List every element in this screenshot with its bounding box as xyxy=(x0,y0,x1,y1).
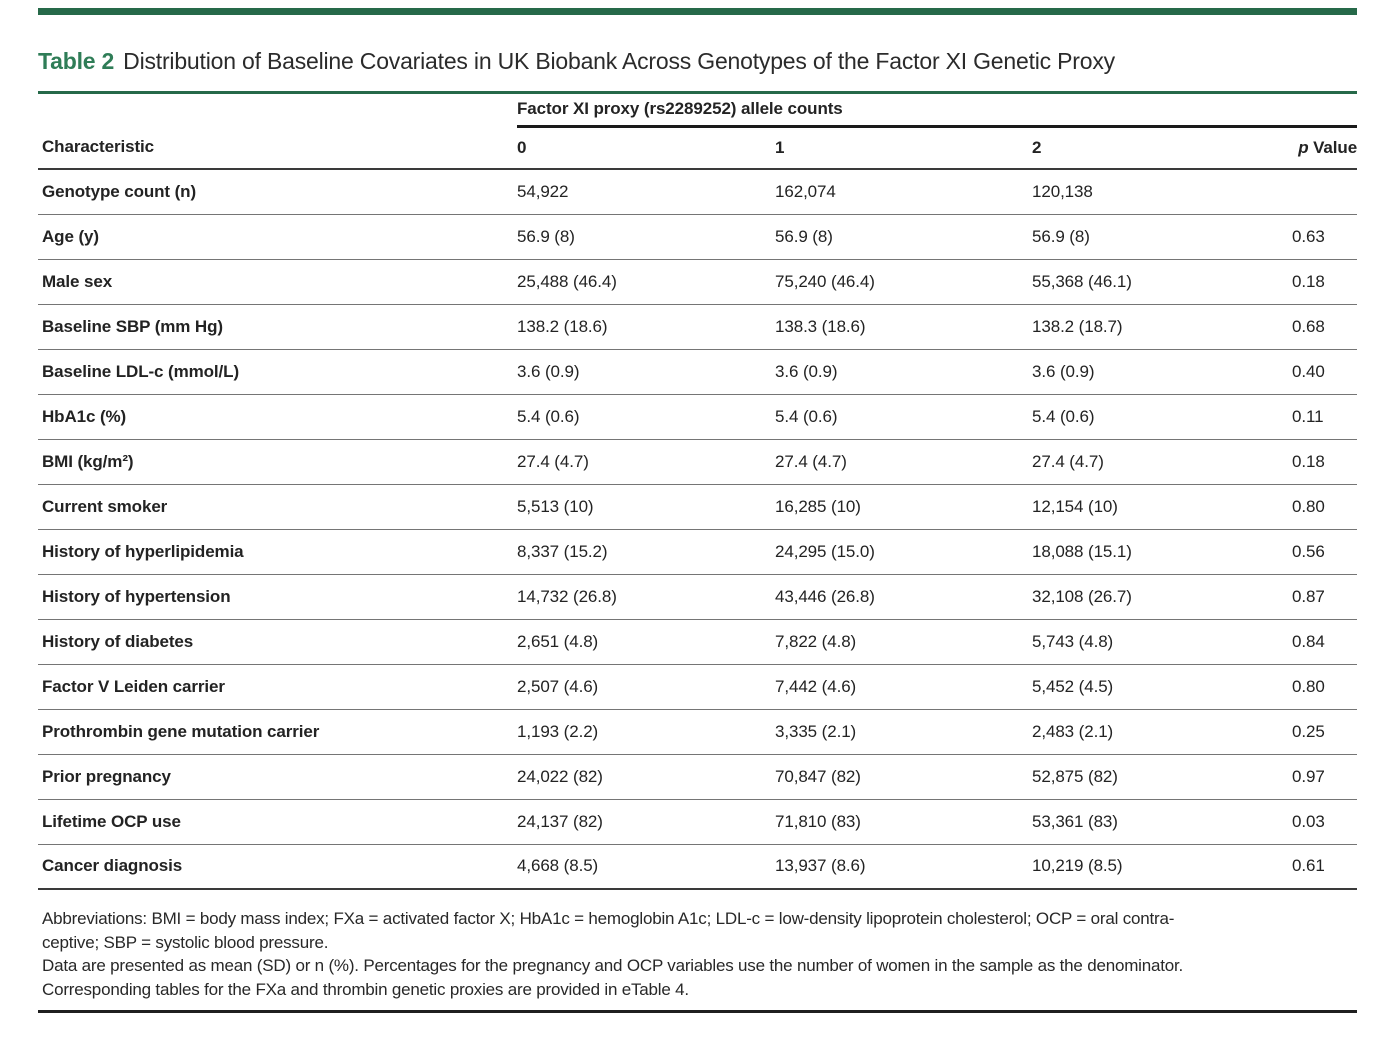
row-label: Prothrombin gene mutation carrier xyxy=(38,709,517,754)
cell-allele-0: 5.4 (0.6) xyxy=(517,394,775,439)
cell-allele-1: 7,442 (4.6) xyxy=(775,664,1032,709)
cell-allele-1: 162,074 xyxy=(775,169,1032,214)
table-title xyxy=(38,47,1357,76)
cell-allele-0: 24,137 (82) xyxy=(517,799,775,844)
cell-allele-1: 3,335 (2.1) xyxy=(775,709,1032,754)
row-label: History of hyperlipidemia xyxy=(38,529,517,574)
cell-allele-2: 52,875 (82) xyxy=(1032,754,1292,799)
cell-allele-2: 5,452 (4.5) xyxy=(1032,664,1292,709)
cell-p-value: 0.68 xyxy=(1292,304,1357,349)
cell-allele-2: 2,483 (2.1) xyxy=(1032,709,1292,754)
cell-allele-1: 5.4 (0.6) xyxy=(775,394,1032,439)
footnote-line: Data are presented as mean (SD) or n (%). Percentages for the pregnancy and OCP variables use the number of women in the sample as the denominator. xyxy=(42,956,1184,975)
cell-p-value xyxy=(1292,169,1357,214)
table-row xyxy=(38,529,1357,574)
table-body xyxy=(38,169,1357,889)
table-row xyxy=(38,349,1357,394)
cell-allele-0: 24,022 (82) xyxy=(517,754,775,799)
cell-p-value: 0.11 xyxy=(1292,394,1357,439)
cell-allele-2: 53,361 (83) xyxy=(1032,799,1292,844)
table-row xyxy=(38,169,1357,214)
column-group-row xyxy=(38,94,1357,126)
cell-allele-0: 3.6 (0.9) xyxy=(517,349,775,394)
cell-allele-2: 5.4 (0.6) xyxy=(1032,394,1292,439)
p-italic: p xyxy=(1298,137,1309,157)
cell-allele-2: 12,154 (10) xyxy=(1032,484,1292,529)
cell-allele-2: 56.9 (8) xyxy=(1032,214,1292,259)
cell-p-value: 0.63 xyxy=(1292,214,1357,259)
cell-p-value: 0.84 xyxy=(1292,619,1357,664)
column-header-row xyxy=(38,126,1357,169)
cell-allele-1: 13,937 (8.6) xyxy=(775,844,1032,889)
table-row xyxy=(38,799,1357,844)
row-label: Male sex xyxy=(38,259,517,304)
row-label: Current smoker xyxy=(38,484,517,529)
column-header-allele-2: 2 xyxy=(1032,126,1292,169)
cell-allele-1: 70,847 (82) xyxy=(775,754,1032,799)
cell-p-value: 0.56 xyxy=(1292,529,1357,574)
row-label: BMI (kg/m²) xyxy=(38,439,517,484)
column-header-p-value xyxy=(1292,126,1357,169)
column-header-characteristic: Characteristic xyxy=(38,126,517,169)
row-label: Age (y) xyxy=(38,214,517,259)
cell-p-value: 0.18 xyxy=(1292,259,1357,304)
cell-p-value: 0.61 xyxy=(1292,844,1357,889)
footnotes xyxy=(38,907,1357,1001)
row-label: Genotype count (n) xyxy=(38,169,517,214)
column-header-allele-0: 0 xyxy=(517,126,775,169)
cell-allele-1: 71,810 (83) xyxy=(775,799,1032,844)
cell-allele-0: 14,732 (26.8) xyxy=(517,574,775,619)
p-rest: Value xyxy=(1313,137,1358,157)
cell-allele-2: 3.6 (0.9) xyxy=(1032,349,1292,394)
table-row xyxy=(38,439,1357,484)
cell-allele-2: 5,743 (4.8) xyxy=(1032,619,1292,664)
table-caption: Distribution of Baseline Covariates in UK Biobank Across Genotypes of the Factor XI Genetic Proxy xyxy=(123,48,1115,74)
cell-allele-0: 8,337 (15.2) xyxy=(517,529,775,574)
table-row xyxy=(38,844,1357,889)
cell-allele-2: 27.4 (4.7) xyxy=(1032,439,1292,484)
cell-allele-0: 54,922 xyxy=(517,169,775,214)
row-label: History of hypertension xyxy=(38,574,517,619)
footnote-line: Abbreviations: BMI = body mass index; FXa = activated factor X; HbA1c = hemoglobin A1c; LDL-c = low-density lipoprotein cholesterol; OCP = oral contra- xyxy=(42,909,1175,928)
cell-allele-0: 1,193 (2.2) xyxy=(517,709,775,754)
cell-allele-2: 18,088 (15.1) xyxy=(1032,529,1292,574)
cell-allele-1: 56.9 (8) xyxy=(775,214,1032,259)
table-row xyxy=(38,259,1357,304)
cell-p-value: 0.03 xyxy=(1292,799,1357,844)
table-number: Table 2 xyxy=(38,48,115,74)
row-label: Lifetime OCP use xyxy=(38,799,517,844)
column-group-header: Factor XI proxy (rs2289252) allele counts xyxy=(517,94,1357,126)
cell-allele-0: 27.4 (4.7) xyxy=(517,439,775,484)
cell-allele-1: 27.4 (4.7) xyxy=(775,439,1032,484)
cell-allele-2: 120,138 xyxy=(1032,169,1292,214)
table-row xyxy=(38,214,1357,259)
row-label: Factor V Leiden carrier xyxy=(38,664,517,709)
row-label: Cancer diagnosis xyxy=(38,844,517,889)
column-header-allele-1: 1 xyxy=(775,126,1032,169)
table-row xyxy=(38,664,1357,709)
cell-allele-1: 24,295 (15.0) xyxy=(775,529,1032,574)
table-row xyxy=(38,484,1357,529)
top-accent-bar xyxy=(38,8,1357,15)
row-label: Baseline SBP (mm Hg) xyxy=(38,304,517,349)
cell-p-value: 0.97 xyxy=(1292,754,1357,799)
table-row xyxy=(38,574,1357,619)
table-row xyxy=(38,709,1357,754)
cell-allele-1: 43,446 (26.8) xyxy=(775,574,1032,619)
cell-allele-0: 138.2 (18.6) xyxy=(517,304,775,349)
cell-allele-2: 138.2 (18.7) xyxy=(1032,304,1292,349)
cell-allele-1: 16,285 (10) xyxy=(775,484,1032,529)
row-label: Baseline LDL-c (mmol/L) xyxy=(38,349,517,394)
cell-allele-1: 3.6 (0.9) xyxy=(775,349,1032,394)
cell-allele-0: 25,488 (46.4) xyxy=(517,259,775,304)
table-row xyxy=(38,619,1357,664)
row-label: HbA1c (%) xyxy=(38,394,517,439)
cell-allele-0: 2,507 (4.6) xyxy=(517,664,775,709)
spanner-empty-cell xyxy=(38,94,517,126)
cell-allele-1: 138.3 (18.6) xyxy=(775,304,1032,349)
cell-p-value: 0.25 xyxy=(1292,709,1357,754)
cell-allele-2: 10,219 (8.5) xyxy=(1032,844,1292,889)
footnote-line: Corresponding tables for the FXa and thrombin genetic proxies are provided in eTable 4. xyxy=(42,979,689,999)
cell-allele-1: 75,240 (46.4) xyxy=(775,259,1032,304)
cell-allele-1: 7,822 (4.8) xyxy=(775,619,1032,664)
cell-p-value: 0.80 xyxy=(1292,664,1357,709)
cell-allele-0: 4,668 (8.5) xyxy=(517,844,775,889)
row-label: Prior pregnancy xyxy=(38,754,517,799)
row-label: History of diabetes xyxy=(38,619,517,664)
cell-p-value: 0.40 xyxy=(1292,349,1357,394)
table-row xyxy=(38,304,1357,349)
table-row xyxy=(38,394,1357,439)
cell-allele-0: 2,651 (4.8) xyxy=(517,619,775,664)
cell-p-value: 0.18 xyxy=(1292,439,1357,484)
cell-p-value: 0.80 xyxy=(1292,484,1357,529)
cell-allele-0: 56.9 (8) xyxy=(517,214,775,259)
cell-allele-2: 55,368 (46.1) xyxy=(1032,259,1292,304)
footnote-line: ceptive; SBP = systolic blood pressure. xyxy=(42,932,329,952)
cell-allele-2: 32,108 (26.7) xyxy=(1032,574,1292,619)
bottom-rule xyxy=(38,1010,1357,1013)
covariates-table xyxy=(38,94,1357,890)
table-row xyxy=(38,754,1357,799)
cell-allele-0: 5,513 (10) xyxy=(517,484,775,529)
cell-p-value: 0.87 xyxy=(1292,574,1357,619)
